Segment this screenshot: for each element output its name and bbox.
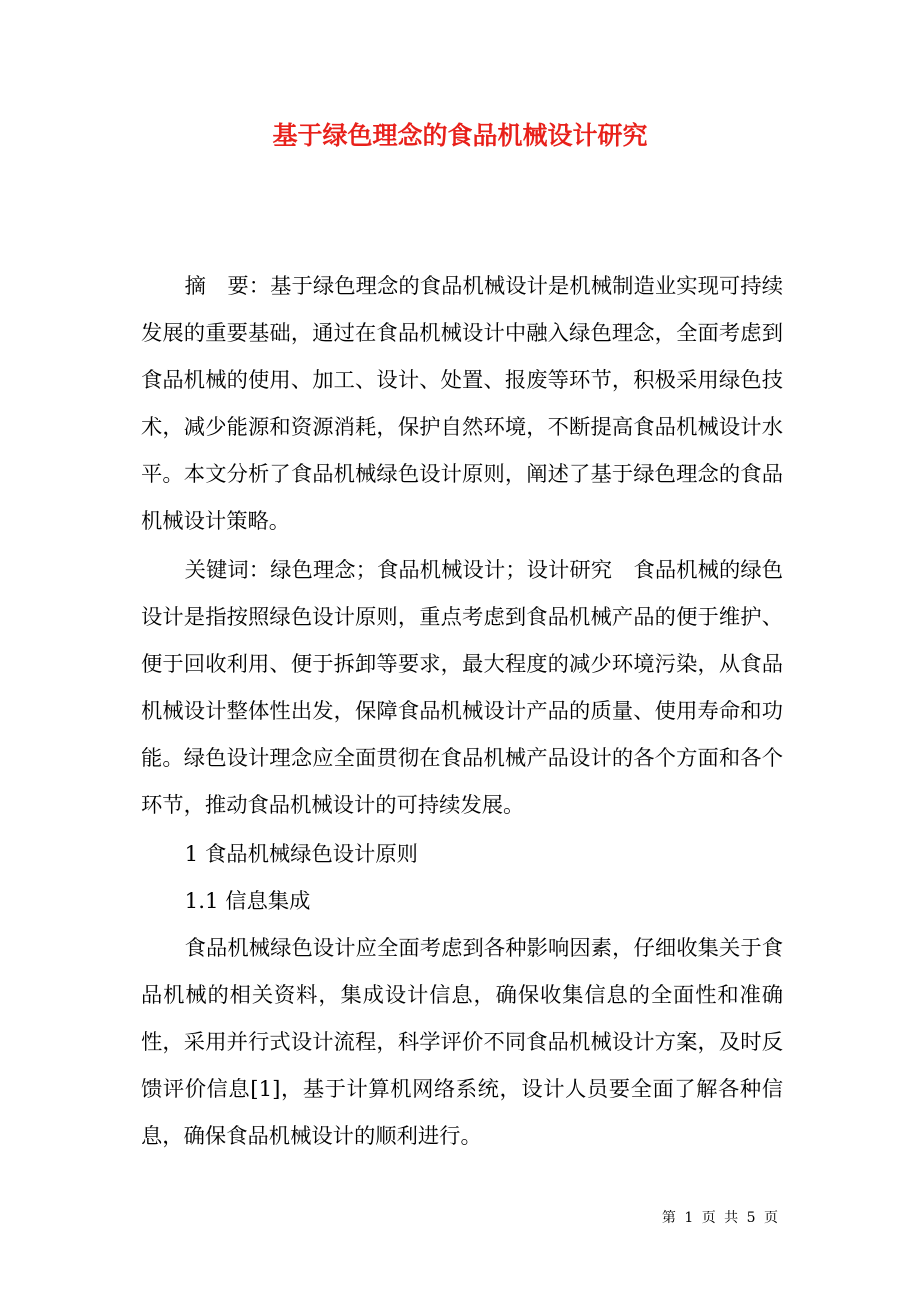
page-number-footer: 第 1 页 共 5 页 [661, 1210, 780, 1226]
document-title: 基于绿色理念的食品机械设计研究 [272, 121, 648, 150]
abstract-paragraph: 摘 要：基于绿色理念的食品机械设计是机械制造业实现可持续发展的重要基础，通过在食品机械设计中融入绿色理念，全面考虑到食品机械的使用、加工、设计、处置、报废等环节，积极采用绿色技术，减少能源和资源消耗，保护自然环境，不断提高食品机械设计水平。本文分析了食品机械绿色设计原则，阐述了基于绿色理念的食品机械设计策略。 [141, 274, 783, 534]
body-paragraph: 食品机械绿色设计应全面考虑到各种影响因素，仔细收集关于食品机械的相关资料，集成设计信息，确保收集信息的全面性和准确性，采用并行式设计流程，科学评价不同食品机械设计方案，及时反馈评价信息[1]，基于计算机网络系统，设计人员要全面了解各种信息，确保食品机械设计的顺利进行。 [141, 936, 783, 1149]
section-heading-1: 1 食品机械绿色设计原则 [184, 842, 418, 867]
keywords-paragraph: 关键词：绿色理念；食品机械设计；设计研究 食品机械的绿色设计是指按照绿色设计原则，重点考虑到食品机械产品的便于维护、便于回收利用、便于拆卸等要求，最大程度的减少环境污染，从食品机械设计整体性出发，保障食品机械设计产品的质量、使用寿命和功能。绿色设计理念应全面贯彻在食品机械产品设计的各个方面和各个环节，推动食品机械设计的可持续发展。 [141, 558, 783, 818]
subsection-heading-1-1: 1.1 信息集成 [184, 889, 311, 914]
document-body [141, 263, 783, 1160]
